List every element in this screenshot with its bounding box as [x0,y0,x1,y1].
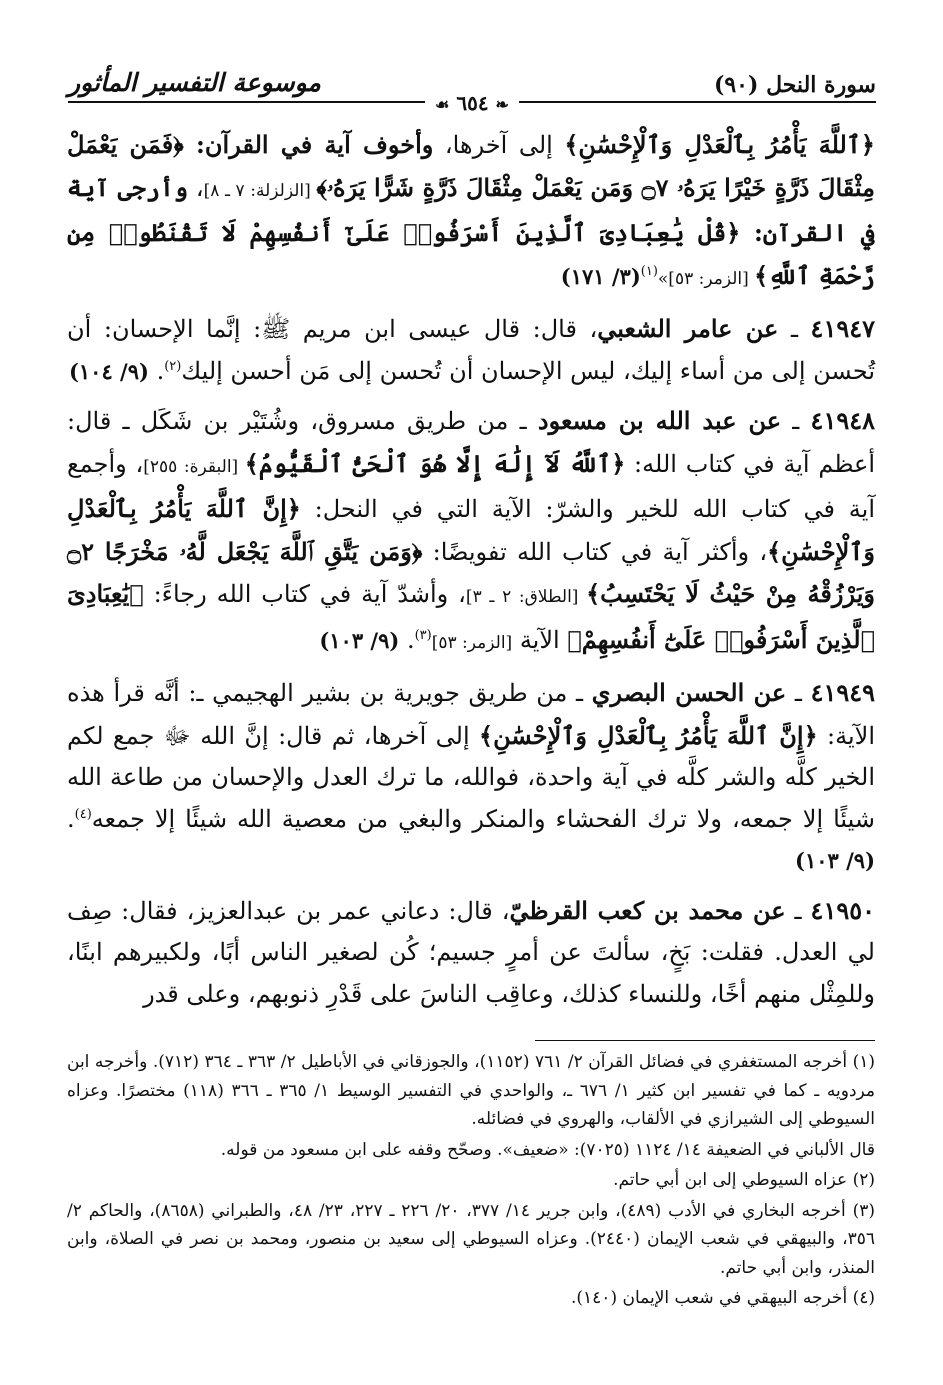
footnote-marker: (٤) [74,806,92,822]
entry-text: الآية [512,625,568,654]
entry-author: عن الحسن البصري [591,678,787,707]
verse-reference: [الزمر: ٥٣] [431,632,513,653]
entry-number: ٤١٩٤٨ [810,406,875,435]
quran-verse: ﴿وَمَن يَتَّقِ ٱللَّهَ يَجْعَل لَّهُۥ مَخْرَجًا ۝٢ وَيَرْزُقْهُ مِنْ حَيْثُ لَا يَحْتَسِبُ﴾ [67,536,875,608]
right-ornament-icon: ☙ [435,95,450,114]
continued-paragraph [67,124,875,300]
text-run: . [67,804,75,833]
entry-number: ٤١٩٥٠ [810,895,875,925]
quran-verse: ﴿إِنَّ ٱللَّهَ يَأْمُرُ بِٱلْعَدْلِ وَٱلْإِحْسَٰنِ﴾ [67,494,876,566]
quran-verse: ﴿إِنَّ ٱللَّهَ يَأْمُرُ بِٱلْعَدْلِ وَٱلْإِحْسَٰنِ﴾ [479,720,818,750]
verse-reference: [الزمر: ٥٣]» [657,268,755,289]
bold-phrase: وأرجى آية في القرآن: [67,172,875,247]
entry-text: ، وأكثر آية في كتاب الله تفويضًا: [422,537,768,566]
footnote-2: (٢) عزاه السيوطي إلى ابن أبي حاتم. [613,1170,875,1190]
dash: ـ [781,407,811,435]
dash: ـ [786,679,811,707]
footnote-separator [535,1040,875,1041]
main-text [67,124,875,1023]
quran-verse: ﴿ٱللَّهُ لَآ إِلَٰهَ إِلَّا هُوَ ٱلْحَىُّ ٱلْقَيُّومُ﴾ [244,448,626,478]
volume-reference: (٩/ ١٠٤) [68,358,149,384]
footnote-marker: (٢) [164,358,182,374]
surah-title: سورة النحل (٩٠) [713,72,876,98]
entry-author: عن محمد بن كعب القرظيّ [509,895,786,925]
entry-4948 [67,400,875,664]
footnote-1: (١) أخرجه المستغفري في فضائل القرآن ٢/ ٧٦١ (١١٥٢)، والجوزقاني في الأباطيل ٢/ ٣٦٣ ـ ٣٦٤ (٧١٢). وأخرجه ابن مردويه ـ كما في تفسير ابن كثير ١/ ٦٧٦ ـ، والواحدي في التفسير الوسيط ١/ ٣٦٥ ـ ٣٦٦ (١١٨) مختصرًا. وعزاه السيوطي إلى الشيرازي في الألقاب، والهروي في فضائله. [67,1052,876,1129]
entry-4947 [67,308,875,392]
verse-reference: [الطلاق: ٢ ـ ٣] [465,587,587,607]
text-run: . [399,625,415,654]
running-header [68,66,876,115]
volume-reference: (٩/ ١٠٣) [319,627,400,653]
entry-author: عن عبد الله بن مسعود [537,406,782,435]
dash: ـ [778,315,811,343]
left-ornament-icon: ❧ [495,95,509,114]
entry-4950 [67,890,875,1016]
footnote-1-note: قال الألباني في الضعيفة ١٤/ ١١٢٤ (٧٠٢٥): «ضعيف». وصحّح وقفه على ابن مسعود من قوله. [220,1139,875,1160]
quran-verse: ﴿قُلْ يَٰعِبَادِىَ ٱلَّذِينَ أَسْرَفُوا۟ عَلَىٰٓ أَنفُسِهِمْ لَا تَقْنَطُوا۟ مِن رَّحْمَةِ ٱللَّهِ﴾ [67,218,875,290]
footnotes [67,1048,875,1315]
quran-verse: ﴿يَٰعِبَادِىَ ٱلَّذِينَ أَسْرَفُوا۟ عَلَىٰٓ أَنفُسِهِمْ﴾ [67,579,875,654]
entry-author: عن عامر الشعبي [597,314,779,343]
entry-number: ٤١٩٤٧ [810,314,875,343]
entry-text: ـ من طريق جويرية بن بشير الهجيمي ـ: أنَّه قرأ هذه الآية: [67,679,876,750]
volume-reference: (٩/ ١٠٣) [795,848,875,873]
footnote-marker: (١) [640,263,658,279]
footnote-3: (٣) أخرجه البخاري في الأدب (٤٨٩)، وابن جرير ١٤/ ٣٧٧، ٢٠/ ٢٢٦ ـ ٢٢٧، ٢٣/ ٤٨، والطبراني (٨٦٥٨)، والحاكم ٢/ ٣٥٦، والبيهقي في شعب الإيمان (٢٤٤٠). وعزاه السيوطي إلى سعيد بن منصور، ومحمد بن نصر في الصلاة، وابن المنذر، وابن أبي حاتم. [67,1200,876,1278]
entry-number: ٤١٩٤٩ [810,678,876,707]
entry-text: إلى آخرها، ثم قال: إنَّ الله ﷻ جمع لكم الخير كلَّه والشر كلَّه في آية واحدة، فوالله، ما ترك العدل والإحسان من طاعة الله شيئًا إلا جمعه، ولا ترك الفحشاء والمنكر والبغي من معصية الله شيئًا إلا جمعه [67,721,875,833]
footnote-marker: (٣) [414,627,432,643]
entry-text: ، وأشدّ آية في كتاب الله رجاءً: [143,580,466,608]
quran-verse: ﴿فَمَن يَعْمَلْ مِثْقَالَ ذَرَّةٍ خَيْرًا يَرَهُۥ ۝٧ وَمَن يَعْمَلْ مِثْقَالَ ذَرَّةٍ شَرًّا يَرَهُۥ﴾ [67,130,876,202]
footnote-4: (٤) أخرجه البيهقي في شعب الإيمان (١٤٠). [570,1288,875,1308]
page-number: ٦٥٤ [456,91,489,115]
entry-text: ، وأجمع آية في كتاب الله للخير والشرّ: الآية التي في النحل: [67,449,875,523]
entry-text: ـ من طريق مسروق، وشُتَيْر بن شَكَل ـ قال: أعظم آية في كتاب الله: [67,407,875,478]
text-run: ، [188,173,204,202]
bold-phrase: وأخوف آية في القرآن: [196,130,434,159]
dash: ـ [785,896,811,925]
quran-verse: ﴿ٱللَّهَ يَأْمُرُ بِٱلْعَدْلِ وَٱلْإِحْسَٰنِ﴾ [564,130,875,159]
entry-text: ، قال: قال عيسى ابن مريم ﷺ: إنَّما الإحسان: أن تُحسن إلى من أساء إليك، ليس الإحسان أن تُحسن إلى مَن أحسن إليك [67,315,875,385]
entry-4949 [67,672,875,882]
volume-reference: (٣/ ١٧١) [560,263,641,289]
text-run: إلى آخرها، [433,131,565,159]
verse-reference: [البقرة: ٢٥٥] [143,456,245,477]
verse-reference: [الزلزلة: ٧ ـ ٨] [203,180,317,201]
page-number-box [425,91,519,115]
text-run: . [148,356,165,385]
book-title: موسوعة التفسير المأثور [68,68,321,97]
entry-text: ، قال: دعاني عمر بن عبدالعزيز، فقال: صِف لي العدل. فقلت: بَخٍ، سألتَ عن أمرٍ جسيم؛ كُن لصغير الناس أبًا، ولكبيرهم ابنًا، وللمِثْل منهم أخًا، وللنساء كذلك، وعاقِب الناسَ على قَدْرِ ذنوبهم، وعلى قدر [67,896,875,1008]
